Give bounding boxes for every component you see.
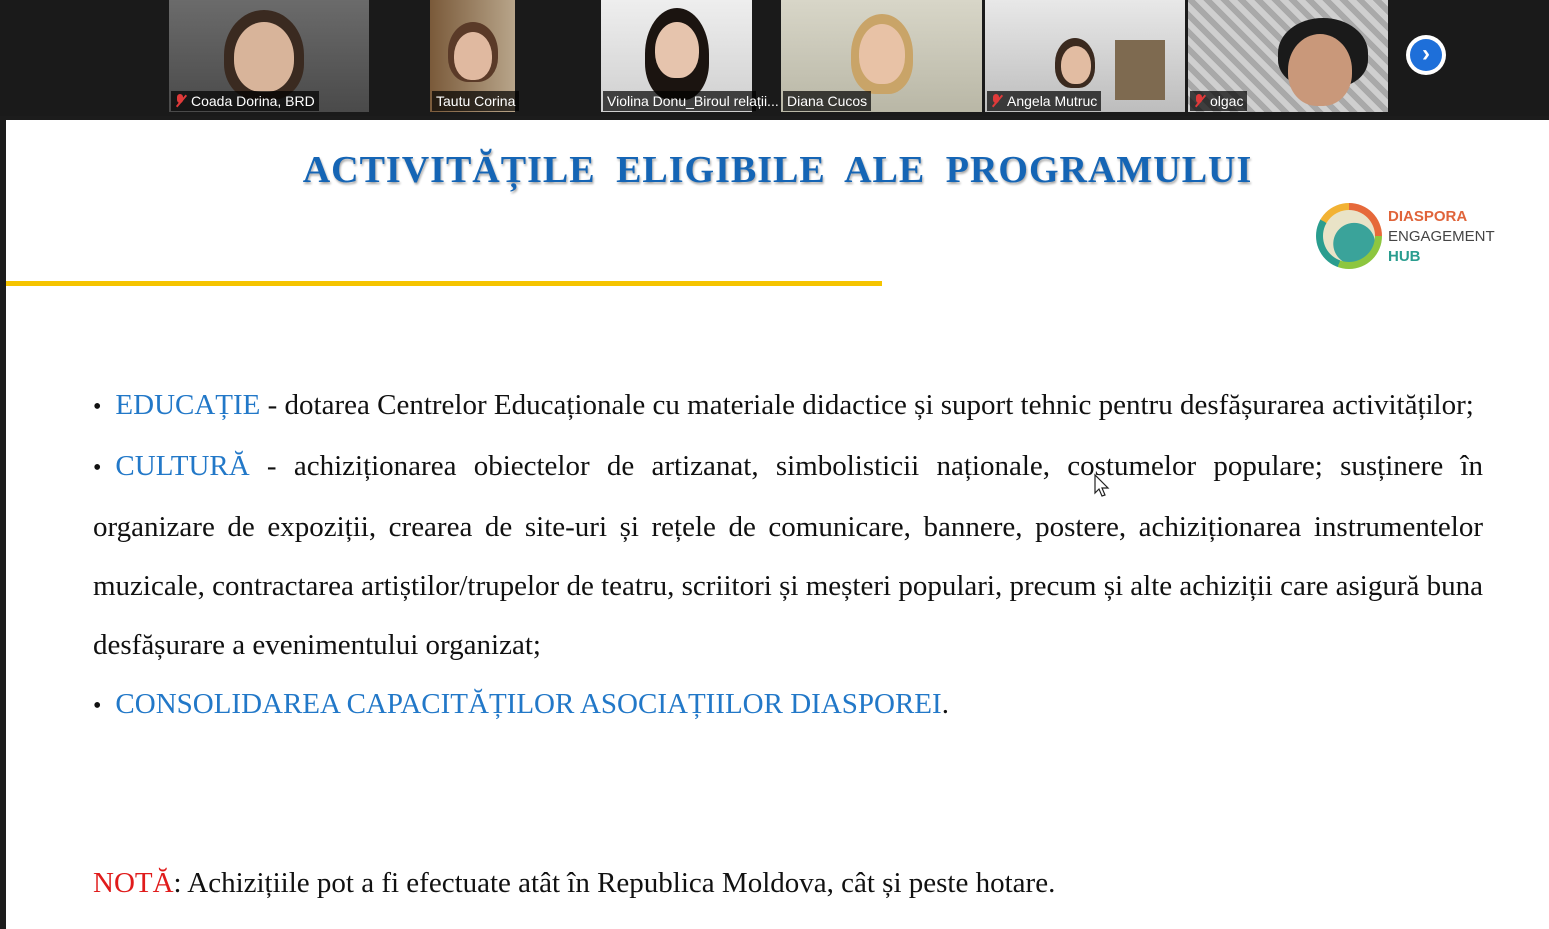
participant-tile-3[interactable] (601, 0, 779, 112)
chevron-right-icon: › (1410, 39, 1442, 71)
logo-icon (1316, 203, 1382, 269)
mic-muted-icon (991, 94, 1001, 108)
participant-tile-5[interactable] (985, 0, 1185, 112)
mic-muted-icon (1194, 94, 1204, 108)
participant-tile-6[interactable] (1188, 0, 1388, 112)
list-item: • EDUCAȚIE - dotarea Centrelor Educaționale cu materiale didactice și suport tehnic pentru desfășurarea activităților; (93, 389, 1474, 421)
participant-name: Diana Cucos (783, 91, 871, 111)
list-item: • CULTURĂ - achiziționarea obiectelor de artizanat, simbolisticii naționale, costumelor populare; susținere în organizare de expoziții, crearea de site-uri și rețele de comunicare, bannere, postere, achiziționarea instrumentelor muzicale, contractarea artiștilor/trupelor de teatru, scriitori și meșteri populari, precum și alte achiziții care asigură buna desfășurare a evenimentului organizat; (93, 450, 1483, 661)
participant-strip (0, 0, 1549, 116)
participant-name: Coada Dorina, BRD (171, 91, 319, 111)
participant-name: olgac (1190, 91, 1247, 111)
slide-title: ACTIVITĂȚILE ELIGIBILE ALE PROGRAMULUI (302, 149, 1253, 191)
participant-tile-2[interactable] (430, 0, 515, 112)
participant-tile-1[interactable] (169, 0, 369, 112)
list-item: • CONSOLIDAREA CAPACITĂȚILOR ASOCIAȚIILOR DIASPOREI. (93, 688, 949, 720)
next-participants-button[interactable] (1406, 35, 1446, 75)
title-divider (6, 281, 882, 286)
participant-name: Violina Donu_Biroul relații... (603, 91, 756, 111)
participant-tile-4[interactable] (781, 0, 982, 112)
mic-muted-icon (175, 94, 185, 108)
shared-slide (6, 120, 1549, 929)
participant-name: Angela Mutruc (987, 91, 1101, 111)
diaspora-engagement-hub-logo: DIASPORA ENGAGEMENT HUB (1314, 203, 1544, 275)
participant-name: Tautu Corina (432, 91, 519, 111)
eligible-activities-list (93, 376, 1483, 736)
note-text: NOTĂ: Achizițiile pot a fi efectuate atât în Republica Moldova, cât și peste hotare. (93, 867, 1056, 899)
